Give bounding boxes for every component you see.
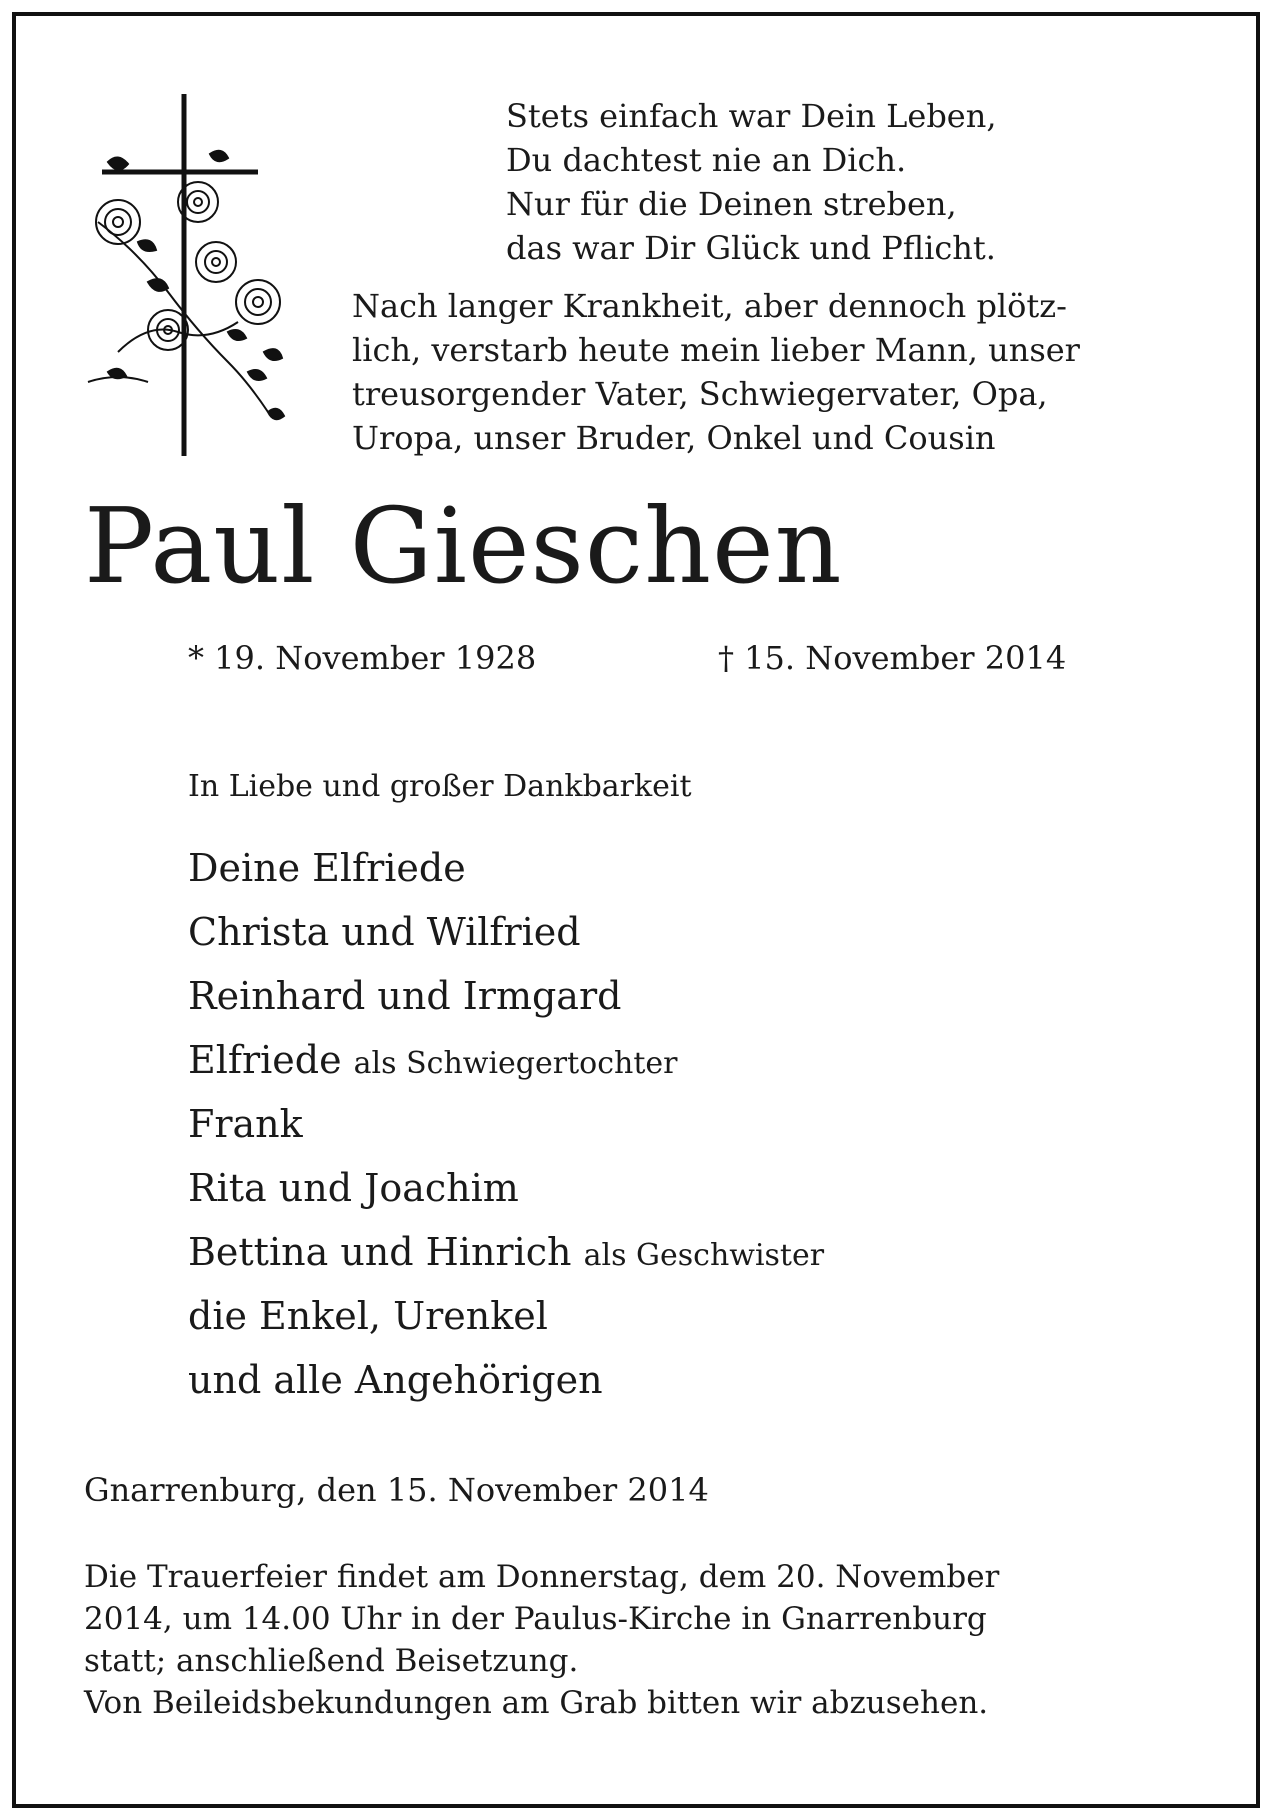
announcement-line: lich, verstarb heute mein lieber Mann, unser xyxy=(352,331,1080,369)
poem-line: Stets einfach war Dein Leben, xyxy=(506,97,997,135)
announcement-text xyxy=(352,284,1212,460)
family-entry xyxy=(188,1092,824,1156)
family-entry xyxy=(188,1348,824,1412)
family-names: und alle Angehörigen xyxy=(188,1358,603,1402)
death-date: † 15. November 2014 xyxy=(718,639,1067,677)
cross-with-roses-icon xyxy=(78,82,318,462)
family-entry xyxy=(188,900,824,964)
family-names: Frank xyxy=(188,1102,303,1146)
service-line: 2014, um 14.00 Uhr in der Paulus-Kirche in Gnarrenburg xyxy=(84,1601,987,1637)
family-entry xyxy=(188,1028,824,1092)
poem-line: Nur für die Deinen streben, xyxy=(506,185,957,223)
announcement-line: Uropa, unser Bruder, Onkel und Cousin xyxy=(352,419,996,457)
family-names: Reinhard und Irmgard xyxy=(188,974,622,1018)
birth-date: * 19. November 1928 xyxy=(188,639,537,677)
family-names: Bettina und Hinrich xyxy=(188,1230,572,1274)
family-entry xyxy=(188,964,824,1028)
poem-line: das war Dir Glück und Pflicht. xyxy=(506,229,996,267)
place-and-date: Gnarrenburg, den 15. November 2014 xyxy=(84,1471,709,1509)
family-entry xyxy=(188,1220,824,1284)
family-names: Deine Elfriede xyxy=(188,846,466,890)
family-entry xyxy=(188,1284,824,1348)
announcement-line: Nach langer Krankheit, aber dennoch plötz- xyxy=(352,287,1067,325)
announcement-line: treusorgender Vater, Schwiegervater, Opa, xyxy=(352,375,1048,413)
family-entry xyxy=(188,836,824,900)
family-names: Elfriede xyxy=(188,1038,342,1082)
service-line: statt; anschließend Beisetzung. xyxy=(84,1643,579,1679)
funeral-service-info xyxy=(84,1556,1224,1724)
family-role: als Geschwister xyxy=(583,1238,825,1273)
family-names: die Enkel, Urenkel xyxy=(188,1294,548,1338)
service-line: Die Trauerfeier findet am Donnerstag, dem 20. November xyxy=(84,1559,1000,1595)
poem xyxy=(506,94,997,270)
poem-line: Du dachtest nie an Dich. xyxy=(506,141,907,179)
obituary-notice xyxy=(12,12,1260,1808)
family-list xyxy=(188,836,824,1412)
family-role: als Schwiegertochter xyxy=(353,1046,678,1081)
service-line: Von Beileidsbekundungen am Grab bitten wir abzusehen. xyxy=(84,1685,989,1721)
family-names: Rita und Joachim xyxy=(188,1166,519,1210)
family-entry xyxy=(188,1156,824,1220)
life-dates xyxy=(188,636,1066,680)
dedication: In Liebe und großer Dankbarkeit xyxy=(188,769,692,804)
family-names: Christa und Wilfried xyxy=(188,910,581,954)
deceased-name: Paul Gieschen xyxy=(84,485,843,607)
